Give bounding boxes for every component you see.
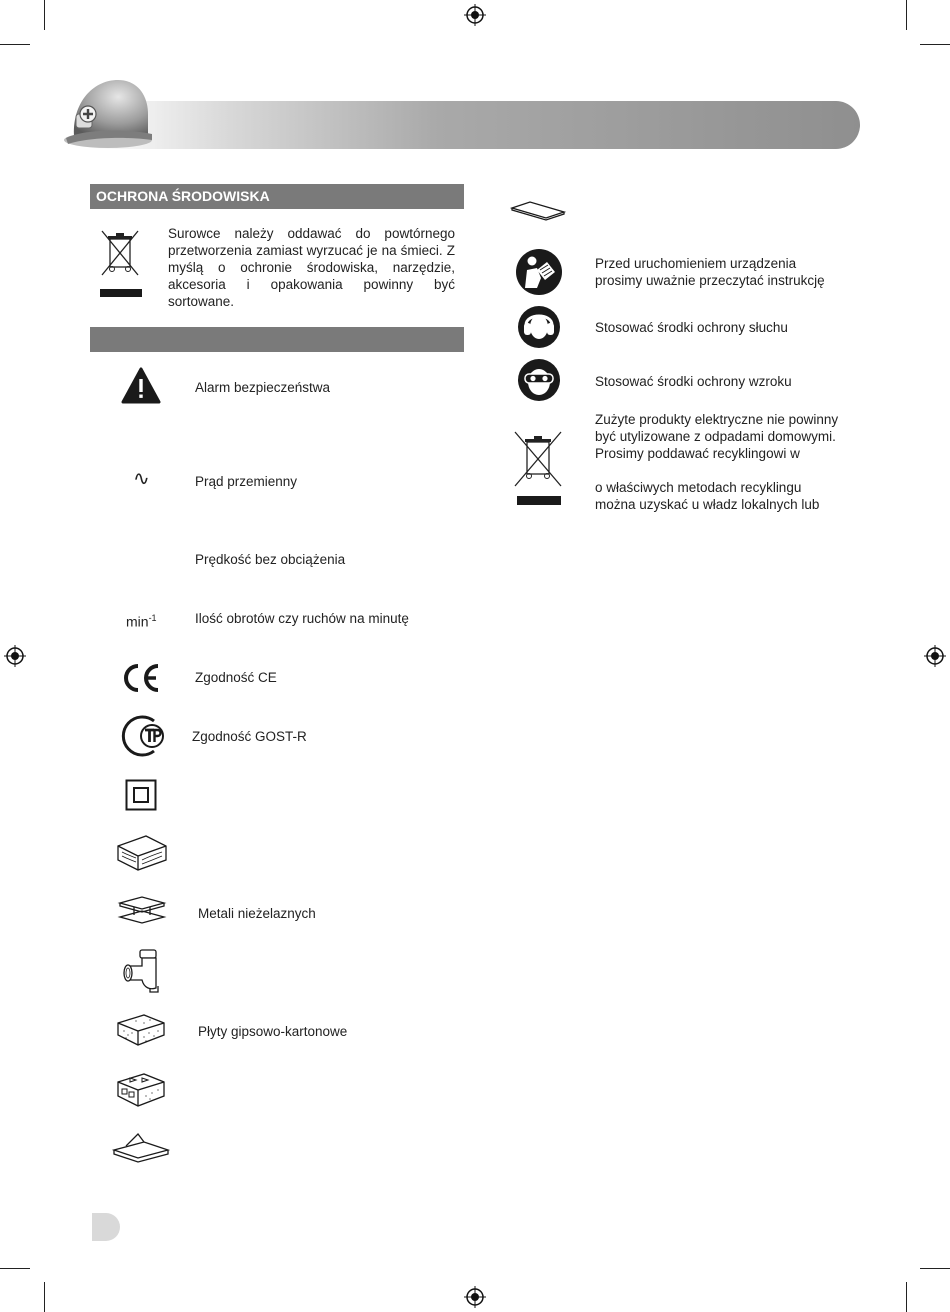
label-read-manual: Przed uruchomieniem urządzenia prosimy uważnie przeczytać instrukcję: [595, 256, 825, 288]
crop-mark: [906, 1282, 907, 1312]
environment-heading: OCHRONA ŚRODOWISKA: [90, 184, 464, 209]
min-text: min: [126, 613, 149, 630]
thin-sheet-icon: [510, 200, 566, 222]
crop-mark: [0, 44, 30, 45]
registration-mark-icon: [924, 645, 946, 667]
hearing-protection-icon: [517, 305, 561, 349]
weee-line: Prosimy poddawać recyklingowi w: [595, 446, 800, 461]
crop-mark: [920, 1268, 950, 1269]
weee-line: być utylizowane z odpadami domowymi.: [595, 429, 836, 444]
crop-mark: [0, 1268, 30, 1269]
label-eye: Stosować środki ochrony wzroku: [595, 374, 792, 389]
double-insulation-icon: [125, 779, 157, 811]
registration-mark-icon: [464, 4, 486, 26]
label-hearing: Stosować środki ochrony słuchu: [595, 320, 788, 335]
weee-line: można uzyskać u władz lokalnych lub: [595, 497, 820, 512]
header-banner: [92, 101, 860, 149]
gost-r-icon: [116, 713, 166, 759]
page-number-tab: [92, 1213, 120, 1241]
label-plasterboard: Płyty gipsowo-kartonowe: [198, 1024, 348, 1039]
symbols-heading: [90, 327, 464, 352]
crop-mark: [44, 1282, 45, 1312]
registration-mark-icon: [464, 1286, 486, 1308]
alternating-current-icon: ∿: [133, 468, 150, 490]
label-ac: Prąd przemienny: [195, 474, 298, 489]
min-exponent: -1: [148, 613, 157, 623]
crop-mark: [920, 44, 950, 45]
metal-sheet-icon: [116, 895, 168, 931]
read-manual-icon: [515, 248, 563, 296]
label-alarm: Alarm bezpieczeństwa: [195, 380, 331, 395]
label-ce: Zgodność CE: [195, 670, 277, 685]
weee-line: [595, 462, 875, 479]
eye-protection-icon: [517, 358, 561, 402]
label-rpm: Ilość obrotów czy ruchów na minutę: [195, 611, 409, 626]
min-1-icon: [126, 610, 157, 631]
environment-text: Surowce należy oddawać do powtórnego przetworzenia zamiast wyrzucać je na śmieci. Z myślą o ochronie środowiska, narzędzie, akcesoria i opakowania powinny być sortowane.: [168, 226, 455, 309]
crop-mark: [44, 0, 45, 30]
wood-material-icon: [116, 834, 168, 872]
brick-icon: [116, 1072, 166, 1110]
weee-line: o właściwych metodach recyklingu: [595, 480, 802, 495]
weee-text: [595, 411, 875, 513]
label-non-ferrous: Metali nieżelaznych: [198, 906, 316, 921]
plasterboard-icon: [116, 1013, 166, 1049]
pipe-fitting-icon: [120, 948, 162, 994]
label-gost: Zgodność GOST-R: [192, 729, 307, 744]
label-no-load-speed: Prędkość bez obciążenia: [195, 552, 346, 567]
ce-mark-icon: [121, 663, 161, 693]
weee-bin-icon: [511, 428, 565, 508]
crop-mark: [906, 0, 907, 30]
warning-triangle-icon: [121, 367, 161, 405]
safety-helmet-icon: [62, 74, 154, 150]
tile-icon: [112, 1132, 170, 1164]
crossed-bin-icon: [96, 225, 146, 299]
registration-mark-icon: [4, 645, 26, 667]
weee-line: Zużyte produkty elektryczne nie powinny: [595, 412, 839, 427]
